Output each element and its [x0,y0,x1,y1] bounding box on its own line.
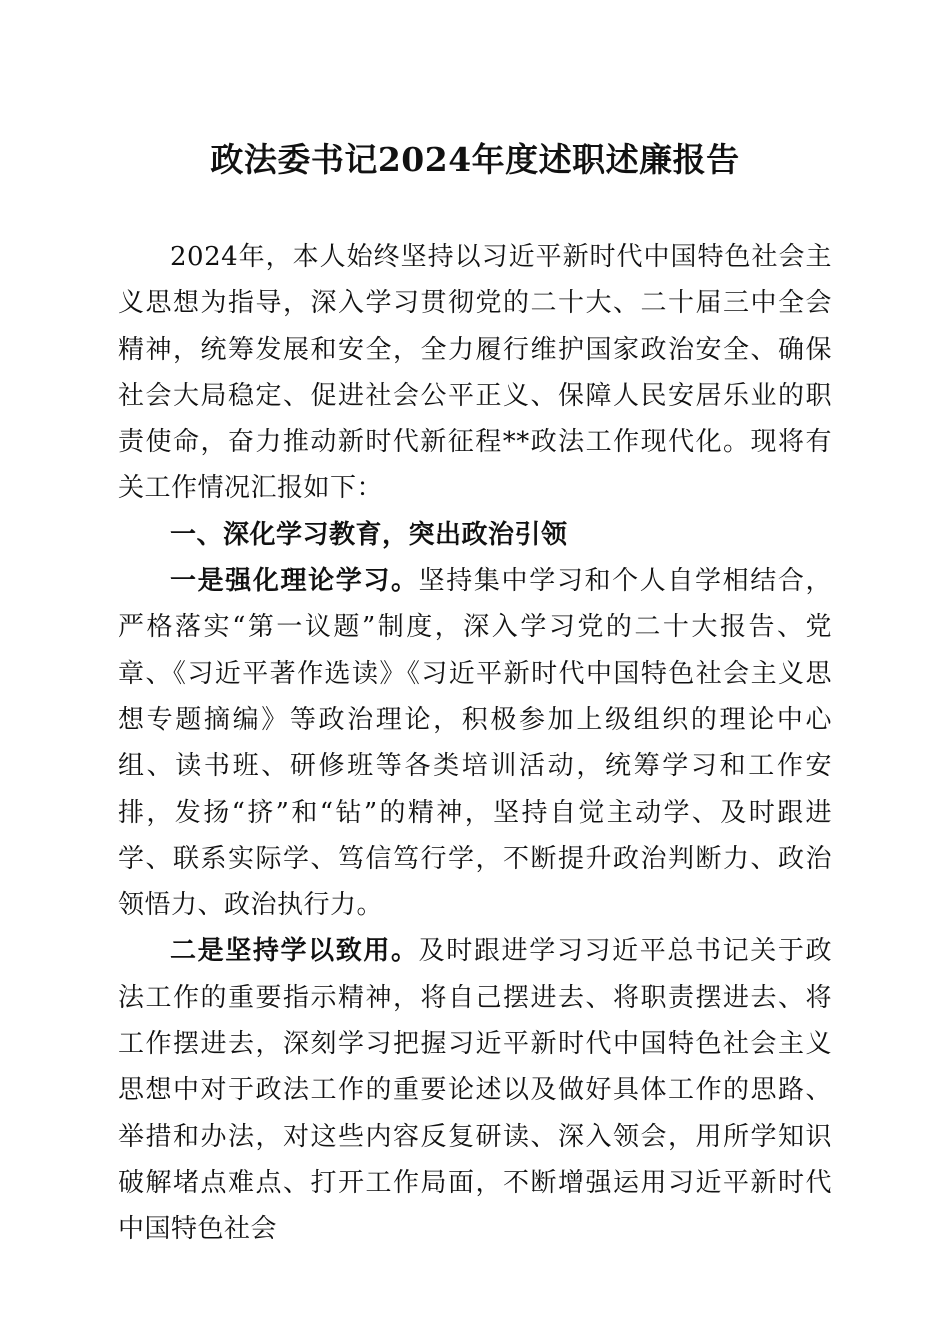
paragraph-text: 及时跟进学习习近平总书记关于政法工作的重要指示精神，将自己摆进去、将职责摆进去、将工作摆进去，深刻学习把握习近平新时代中国特色社会主义思想中对于政法工作的重要论述以及做好具体工作的思路、举措和办法，对这些内容反复研读、深入领会，用所学知识破解堵点难点、打开工作局面，不断增强运用习近平新时代中国特色社会 [118,936,832,1245]
document-title: 政法委书记2024年度述职述廉报告 [210,140,740,179]
section-heading: 一、深化学习教育，突出政治引领 [170,519,568,550]
paragraph-theory-study [118,558,832,928]
paragraph-text: 坚持集中学习和个人自学相结合，严格落实“第一议题”制度，深入学习党的二十大报告、党章、《习近平著作选读》《习近平新时代中国特色社会主义思想专题摘编》等政治理论，积极参加上级组织的理论中心组、读书班、研修班等各类培训活动，统筹学习和工作安排，发扬“挤”和“钻”的精神，坚持自觉主动学、及时跟进学、联系实际学、笃信笃行学，不断提升政治判断力、政治领悟力、政治执行力。 [118,566,832,921]
document-page [118,128,832,1253]
intro-paragraph: 2024年，本人始终坚持以习近平新时代中国特色社会主义思想为指导，深入学习贯彻党的二十大、二十届三中全会精神，统筹发展和安全，全力履行维护国家政治安全、确保社会大局稳定、促进社会公平正义、保障人民安居乐业的职责使命，奋力推动新时代新征程**政法工作现代化。现将有关工作情况汇报如下： [118,242,832,504]
paragraph-lead: 二是坚持学以致用。 [170,936,419,967]
paragraph-lead: 一是强化理论学习。 [170,566,419,597]
paragraph-apply-learning [118,928,832,1252]
document-body [118,234,832,1253]
